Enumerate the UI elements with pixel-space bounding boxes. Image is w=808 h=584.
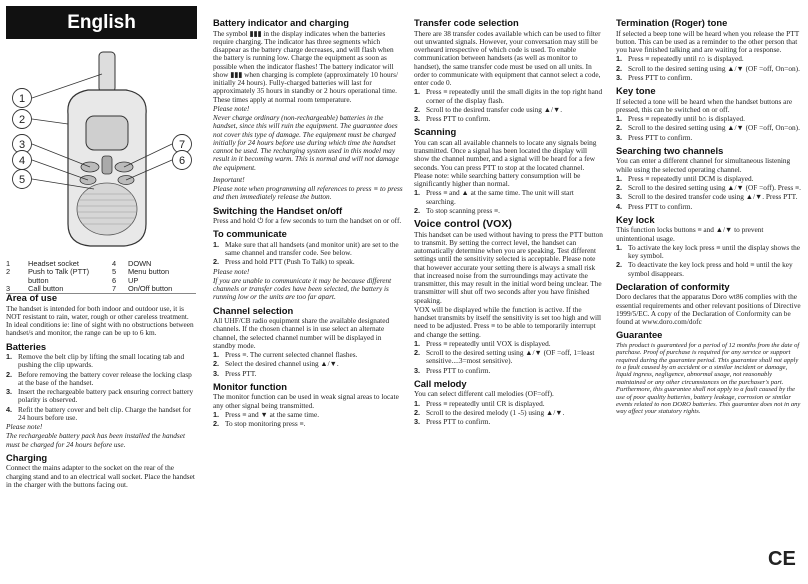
list-item: 2. Press and hold PTT (Push To Talk) to speak.: [213, 257, 355, 267]
communicate-heading: To communicate: [213, 228, 287, 240]
transfer-steps: [414, 88, 604, 123]
list-item: 1. Press ≡. The current selected channel flashes.: [213, 350, 358, 359]
note-text: Never charge ordinary (non-rechargeable) batteries in the handset, since this will ruin the equipment. The guarantee does not cover this type of damage. The equipment must be charged initially for 24 hours before use during which time the handset cannot be used. The recharging system used in this model may result in it becoming warm. This is normal and will not damage the equipment.: [213, 113, 399, 172]
monitor-steps: [213, 411, 403, 429]
list-item: 2. Before removing the battery cover release the locking clasp at the base of the handset.: [6, 369, 192, 387]
list-item: 3. Press PTT to confirm.: [414, 365, 491, 375]
scan-heading: Scanning: [414, 126, 457, 138]
list-item: 2. Scroll to the desired melody (1 -5) using ▲/▼.: [414, 407, 565, 417]
list-item: 2. Scroll to the desired setting using ▲/▼ (OF =off, On=on).: [616, 63, 800, 73]
list-item: 3. Press PTT to confirm.: [414, 417, 491, 426]
list-item: 1. To activate the key lock press ≡ until the display shows the key symbol.: [616, 242, 801, 260]
legend-label: DOWN: [128, 259, 152, 268]
list-item: 3. Press PTT to confirm.: [616, 132, 693, 142]
channel-steps: [213, 351, 403, 378]
column-1: [6, 289, 196, 490]
battery-heading: Battery indicator and charging: [213, 17, 349, 28]
melody-steps: [414, 400, 604, 427]
legend-label: On/Off button: [128, 283, 173, 293]
list-item: 3. Press PTT to confirm.: [616, 72, 693, 82]
switch-heading: Switching the Handset on/off: [213, 204, 343, 216]
legend-label: Push to Talk (PTT) button: [28, 267, 90, 285]
list-item: 3. Press PTT.: [213, 368, 257, 378]
legend-label: Call button: [28, 283, 64, 293]
charging-heading: Charging: [6, 451, 48, 463]
callout-3: 3: [18, 139, 26, 151]
ce-mark: CE: [768, 548, 796, 570]
key-lock-heading: Key lock: [616, 213, 655, 225]
callout-5: 5: [18, 174, 26, 186]
legend-num: 5: [112, 267, 117, 277]
legend-label: Headset socket: [28, 259, 79, 268]
list-item: 2. Scroll to the desired transfer code using ▲/▼.: [414, 104, 563, 114]
vox-text: This handset can be used without having to press the PTT button to transmit. By setting the correct level, the handset can automatically determine when you are speaking. Test different settings until the sensitivity selected is acceptable. Please note that however accurate your setting there is always a small risk that increased noise from the surroundings may activate the transmitter, this may result in the initial word being unclear. The transmitter will shut off two seconds after you have finished speaking.: [414, 229, 603, 305]
list-item: 3. Scroll to the desired transfer code using ▲/▼. Press PTT.: [616, 192, 798, 202]
handset-illustration: [6, 44, 198, 254]
area-heading: Area of use: [6, 292, 58, 303]
batteries-heading: Batteries: [6, 340, 47, 352]
legend-num: 4: [112, 259, 117, 268]
transfer-heading: Transfer code selection: [414, 17, 519, 28]
battery-text: The symbol ▮▮▮ in the display indicates when the batteries require charging. The indicator has three segments which disappear as the battery charge decreases, and will flash when the battery is running low. Charge the equipment as soon as possible when the indicator flashes! The battery indicator will show ▮▮▮ when charging is complete (approximately 10 hours/ initially 24 hours). Fully-charged batteries will last for approximately 35 hours in standby or 2 hours operational time. These times apply at normal room temperature.: [213, 28, 398, 104]
search-steps: [616, 175, 802, 211]
monitor-text: The monitor function can be used in weak signal areas to locate any other signal being transmitted.: [213, 392, 399, 410]
area-text: The handset is intended for both indoor and outdoor use, it is NOT resistant to rain, water, rough or other careless treatment. In ideal conditions ie: line of sight with no obstructions between handset/s and monitor, the range can be up to 6 km.: [6, 303, 194, 338]
key-lock-text: This function locks buttons ≡ and ▲/▼ to prevent unintentional usage.: [616, 225, 764, 243]
declaration-text: Doro declares that the apparatus Doro wt86 complies with the essential requirements and other relevant positions of Directive 1999/5/EC. A copy of the Declaration of Conformity can be found at www.doro.com/dofc: [616, 292, 801, 326]
vox-heading: Voice control (VOX): [414, 218, 512, 230]
legend-num: 3: [6, 283, 11, 293]
key-lock-steps: [616, 244, 802, 278]
vox-steps: [414, 340, 604, 375]
list-item: 1. Press ≡ repeatedly until the small digits in the top right hand corner of the display flash.: [414, 87, 603, 105]
legend-num: 6: [112, 275, 117, 285]
list-item: 1. Make sure that all handsets (and monitor unit) are set to the same channel and transfer code. See below.: [213, 239, 399, 257]
scan-text: You can scan all available channels to locate any signals being transmitted. Once a signal has been located the display will show the channel number, and a signal will be heard for a few seconds. You can press PTT to stop at the located channel. Please note: while searching battery consumption will be significantly higher than normal.: [414, 137, 597, 188]
guarantee-heading: Guarantee: [616, 329, 663, 341]
roger-steps: [616, 55, 802, 82]
list-item: 1. Press ≡ repeatedly until b⌂ is displayed.: [616, 114, 745, 123]
roger-text: If selected a beep tone will be heard when you release the PTT button. This can be used as a reminder to the other person that you have finished talking and are waiting for a response.: [616, 28, 800, 54]
note-text: The rechargeable battery pack has been installed the handset must be charged for 24 hours before use.: [6, 431, 186, 449]
note-text: If you are unable to communicate it may be because different channels or transfer codes have been selected, the battery is running low or the units are too far apart.: [213, 275, 392, 302]
column-3: [414, 6, 604, 427]
list-item: 1. Press ≡ repeatedly until DCM is displayed.: [616, 173, 754, 183]
callout-6: 6: [178, 155, 186, 167]
list-item: 3. Insert the rechargeable battery pack ensuring correct battery polarity is observed.: [6, 387, 194, 405]
list-item: 2. Scroll to the desired setting using ▲/▼ (OF =off, 1=least sensitive....3=most sensitive).: [414, 348, 595, 366]
language-title: English: [6, 6, 197, 39]
list-item: 1. Press ≡ and ▲ at the same time. The unit will start searching.: [414, 188, 574, 206]
list-item: 3. Press PTT to confirm.: [414, 114, 491, 123]
important-label: Important!: [213, 174, 245, 184]
guarantee-text: This product is guaranteed for a period of 12 months from the date of purchase. Proof of purchase is required for any service or support required during the guarantee period. This guarantee shall not apply to a fault caused by an accident or a similar incident or damage, liquid ingress, negligence, abnormal usage, not reasonably maintained or any other circumstances on the purchaser's part. Furthermore, this guarantee shall not apply to a fault caused by the use of poor quality batteries, battery leakage, corrosion or similar events related to non DORO batteries. This guarantee does not in any way affect your statutory rights.: [616, 341, 801, 416]
batteries-steps: [6, 353, 196, 422]
channel-text: All UHF/CB radio equipment share the available designated channels. If the chosen channel is in use select an alternate channel, the selected channel number will be displayed in standby mode.: [213, 316, 390, 350]
key-tone-heading: Key tone: [616, 85, 656, 96]
list-item: 1. Press ≡ repeatedly until r⌂ is displayed.: [616, 54, 744, 64]
melody-heading: Call melody: [414, 377, 467, 389]
legend-num: 1: [6, 259, 11, 268]
list-item: 1. Press ≡ repeatedly until VOX is displayed.: [414, 338, 551, 348]
callout-4: 4: [18, 155, 26, 167]
legend-num: 7: [112, 283, 117, 293]
transfer-text: There are 38 transfer codes available which can be used to filter out unwanted signals. However, your conversation may still be overheard irrespective of which code is used. To enable communication between handsets (as well as monitor to handset), the same transfer code must be used on all units. In order to communicate with equipment that cannot select a code, enter code 0.: [414, 28, 601, 87]
charging-text: Connect the mains adapter to the socket on the rear of the charging stand and to an electrical wall socket. Place the handset in the charger with the buttons facing out.: [6, 463, 195, 489]
legend-label: UP: [128, 275, 139, 285]
switch-text: Press and hold ⏻ for a few seconds to turn the handset on or off.: [213, 216, 402, 225]
legend-num: 2: [6, 267, 11, 277]
communicate-steps: [213, 241, 403, 267]
roger-heading: Termination (Roger) tone: [616, 17, 728, 28]
scan-steps: [414, 189, 604, 215]
search-heading: Searching two channels: [616, 144, 724, 156]
list-item: 1. Press ≡ repeatedly until CR is displayed.: [414, 398, 545, 408]
list-item: 2. Select the desired channel using ▲/▼.: [213, 359, 339, 369]
channel-heading: Channel selection: [213, 304, 294, 316]
list-item: 2. To deactivate the key lock press and hold ≡ until the key symbol disappears.: [616, 260, 793, 278]
monitor-heading: Monitor function: [213, 380, 287, 392]
important-text: Please note when programming all references to press ≡ to press and then immediately release the button.: [213, 184, 403, 202]
note-label: Please note!: [6, 422, 43, 431]
callout-2: 2: [18, 114, 26, 126]
search-text: You can enter a different channel for simultaneous listening while using the selected operating channel.: [616, 156, 791, 174]
note-label: Please note!: [213, 266, 250, 276]
key-tone-steps: [616, 115, 802, 142]
list-item: 2. To stop scanning press ≡.: [414, 205, 500, 215]
list-item: 2. Scroll to the desired setting using ▲/▼ (OF =off). Press ≡.: [616, 183, 801, 192]
callout-1: 1: [18, 93, 26, 105]
column-4: [616, 6, 802, 417]
list-item: 4. Press PTT to confirm.: [616, 201, 693, 211]
list-item: 1. Remove the belt clip by lifting the small locating tab and pushing the clip upwards.: [6, 352, 185, 370]
callout-7: 7: [178, 139, 186, 151]
list-item: 2. Scroll to the desired setting using ▲/▼ (OF =off, On=on).: [616, 123, 800, 133]
key-tone-text: If selected a tone will be heard when the handset buttons are pressed, this can be switched on or off.: [616, 96, 793, 114]
list-item: 2. To stop monitoring press ≡.: [213, 419, 306, 428]
legend-label: Menu button: [128, 267, 170, 277]
vox-text-2: VOX will be displayed while the function is active. If the handset transmits by itself the sensitivity is set too high and will need to be adjusted. Press ≡ to be able to temporarily interrupt and change the setting.: [414, 304, 602, 339]
note-label: Please note!: [213, 103, 250, 113]
column-2: [213, 6, 403, 429]
melody-text: You can select different call melodies (OF=off).: [414, 389, 554, 399]
list-item: 1. Press ≡ and ▼ at the same time.: [213, 409, 320, 419]
list-item: 4. Refit the battery cover and belt clip. Charge the handset for 24 hours before use.: [6, 404, 192, 422]
declaration-heading: Declaration of conformity: [616, 280, 730, 292]
